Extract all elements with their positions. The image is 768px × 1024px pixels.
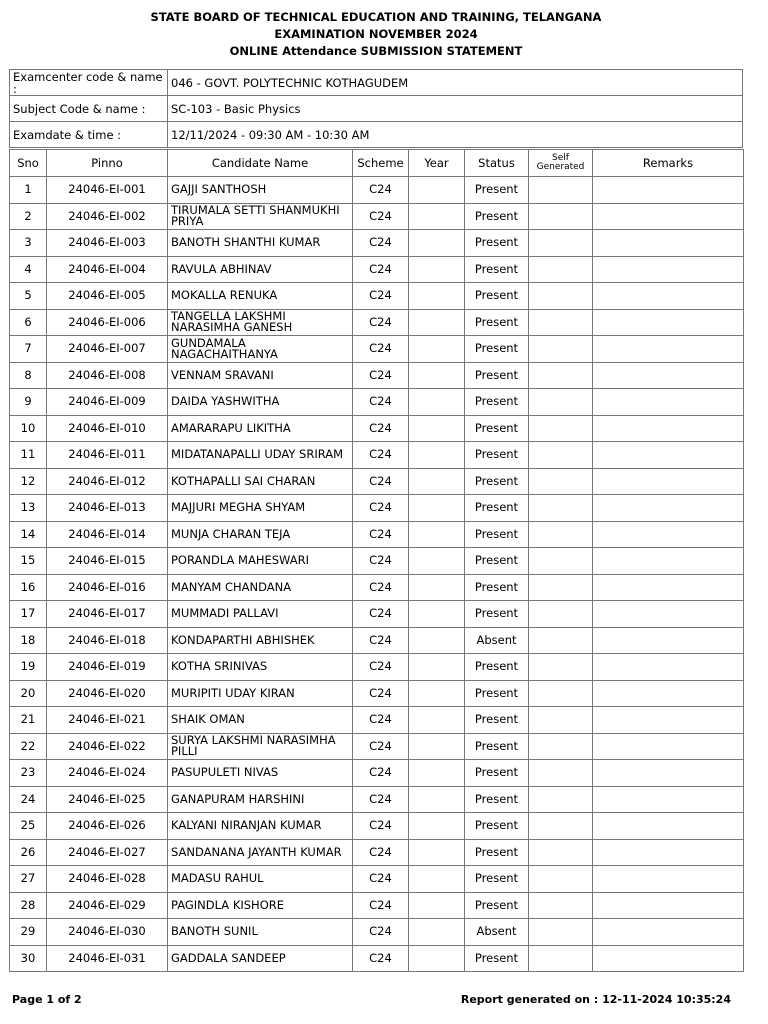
cell-scheme: C24: [353, 813, 409, 840]
cell-self-generated: [529, 945, 593, 972]
cell-year: [409, 707, 465, 734]
cell-scheme: C24: [353, 230, 409, 257]
cell-scheme: C24: [353, 654, 409, 681]
cell-candidate-name: KALYANI NIRANJAN KUMAR: [168, 813, 353, 840]
cell-self-generated: [529, 601, 593, 628]
cell-self-generated: [529, 786, 593, 813]
cell-status: Present: [465, 892, 529, 919]
cell-scheme: C24: [353, 415, 409, 442]
cell-status: Present: [465, 442, 529, 469]
cell-status: Present: [465, 866, 529, 893]
cell-year: [409, 336, 465, 363]
cell-pinno: 24046-EI-013: [47, 495, 168, 522]
table-header-row: [10, 150, 744, 177]
cell-status: Present: [465, 760, 529, 787]
cell-remarks: [593, 919, 744, 946]
cell-candidate-name: SHAIK OMAN: [168, 707, 353, 734]
exam-date-row: [10, 122, 743, 148]
cell-status: Present: [465, 839, 529, 866]
cell-candidate-name: GUNDAMALA NAGACHAITHANYA: [168, 336, 353, 363]
cell-sno: 30: [10, 945, 47, 972]
cell-scheme: C24: [353, 574, 409, 601]
cell-candidate-name: MANYAM CHANDANA: [168, 574, 353, 601]
cell-self-generated: [529, 442, 593, 469]
table-row: [10, 680, 744, 707]
cell-candidate-name: GANAPURAM HARSHINI: [168, 786, 353, 813]
cell-scheme: C24: [353, 945, 409, 972]
cell-sno: 7: [10, 336, 47, 363]
cell-pinno: 24046-EI-016: [47, 574, 168, 601]
cell-status: Present: [465, 733, 529, 760]
cell-remarks: [593, 945, 744, 972]
cell-self-generated: [529, 389, 593, 416]
cell-candidate-name: TIRUMALA SETTI SHANMUKHI PRIYA: [168, 203, 353, 230]
exam-date-value: 12/11/2024 - 09:30 AM - 10:30 AM: [168, 122, 743, 148]
cell-pinno: 24046-EI-020: [47, 680, 168, 707]
cell-remarks: [593, 256, 744, 283]
cell-remarks: [593, 230, 744, 257]
cell-status: Present: [465, 336, 529, 363]
cell-status: Present: [465, 548, 529, 575]
cell-year: [409, 548, 465, 575]
cell-pinno: 24046-EI-027: [47, 839, 168, 866]
cell-year: [409, 521, 465, 548]
table-row: [10, 177, 744, 204]
cell-status: Present: [465, 707, 529, 734]
table-row: [10, 389, 744, 416]
cell-self-generated: [529, 230, 593, 257]
cell-remarks: [593, 866, 744, 893]
exam-center-label: Examcenter code & name :: [10, 70, 168, 96]
cell-year: [409, 177, 465, 204]
table-row: [10, 548, 744, 575]
cell-year: [409, 654, 465, 681]
cell-candidate-name: MUMMADI PALLAVI: [168, 601, 353, 628]
cell-year: [409, 309, 465, 336]
cell-remarks: [593, 362, 744, 389]
cell-self-generated: [529, 707, 593, 734]
attendance-rows: [10, 177, 744, 972]
cell-remarks: [593, 415, 744, 442]
cell-pinno: 24046-EI-008: [47, 362, 168, 389]
cell-scheme: C24: [353, 177, 409, 204]
subject-value: SC-103 - Basic Physics: [168, 96, 743, 122]
cell-pinno: 24046-EI-014: [47, 521, 168, 548]
cell-sno: 25: [10, 813, 47, 840]
cell-self-generated: [529, 336, 593, 363]
cell-status: Present: [465, 495, 529, 522]
cell-self-generated: [529, 521, 593, 548]
cell-sno: 12: [10, 468, 47, 495]
cell-status: Absent: [465, 919, 529, 946]
cell-self-generated: [529, 574, 593, 601]
board-title: STATE BOARD OF TECHNICAL EDUCATION AND TRAINING, TELANGANA: [150, 10, 602, 24]
cell-pinno: 24046-EI-010: [47, 415, 168, 442]
cell-sno: 8: [10, 362, 47, 389]
cell-sno: 24: [10, 786, 47, 813]
cell-remarks: [593, 733, 744, 760]
table-row: [10, 336, 744, 363]
cell-status: Present: [465, 256, 529, 283]
cell-year: [409, 813, 465, 840]
table-row: [10, 309, 744, 336]
cell-pinno: 24046-EI-001: [47, 177, 168, 204]
cell-remarks: [593, 839, 744, 866]
cell-scheme: C24: [353, 601, 409, 628]
cell-year: [409, 680, 465, 707]
cell-candidate-name: SURYA LAKSHMI NARASIMHA PILLI: [168, 733, 353, 760]
table-row: [10, 415, 744, 442]
cell-scheme: C24: [353, 283, 409, 310]
cell-year: [409, 468, 465, 495]
table-row: [10, 283, 744, 310]
cell-sno: 18: [10, 627, 47, 654]
cell-pinno: 24046-EI-031: [47, 945, 168, 972]
subject-row: [10, 96, 743, 122]
cell-scheme: C24: [353, 892, 409, 919]
cell-year: [409, 786, 465, 813]
cell-candidate-name: PORANDLA MAHESWARI: [168, 548, 353, 575]
cell-pinno: 24046-EI-012: [47, 468, 168, 495]
cell-candidate-name: TANGELLA LAKSHMI NARASIMHA GANESH: [168, 309, 353, 336]
cell-sno: 28: [10, 892, 47, 919]
cell-sno: 3: [10, 230, 47, 257]
cell-candidate-name: RAVULA ABHINAV: [168, 256, 353, 283]
cell-pinno: 24046-EI-025: [47, 786, 168, 813]
cell-scheme: C24: [353, 627, 409, 654]
cell-scheme: C24: [353, 256, 409, 283]
exam-center-row: [10, 70, 743, 96]
cell-scheme: C24: [353, 468, 409, 495]
cell-self-generated: [529, 177, 593, 204]
cell-scheme: C24: [353, 760, 409, 787]
cell-sno: 23: [10, 760, 47, 787]
cell-sno: 19: [10, 654, 47, 681]
cell-candidate-name: MIDATANAPALLI UDAY SRIRAM: [168, 442, 353, 469]
cell-status: Present: [465, 283, 529, 310]
cell-scheme: C24: [353, 786, 409, 813]
cell-pinno: 24046-EI-024: [47, 760, 168, 787]
cell-status: Present: [465, 654, 529, 681]
table-row: [10, 256, 744, 283]
cell-remarks: [593, 389, 744, 416]
cell-status: Absent: [465, 627, 529, 654]
cell-sno: 10: [10, 415, 47, 442]
cell-self-generated: [529, 760, 593, 787]
col-header-status: Status: [465, 150, 529, 177]
cell-scheme: C24: [353, 548, 409, 575]
table-row: [10, 892, 744, 919]
exam-date-label: Examdate & time :: [10, 122, 168, 148]
cell-scheme: C24: [353, 389, 409, 416]
cell-remarks: [593, 283, 744, 310]
cell-self-generated: [529, 654, 593, 681]
self-generated-label: Self Generated: [536, 153, 585, 172]
table-row: [10, 521, 744, 548]
cell-scheme: C24: [353, 336, 409, 363]
cell-candidate-name: BANOTH SUNIL: [168, 919, 353, 946]
cell-status: Present: [465, 362, 529, 389]
cell-pinno: 24046-EI-002: [47, 203, 168, 230]
cell-sno: 29: [10, 919, 47, 946]
table-row: [10, 362, 744, 389]
cell-status: Present: [465, 415, 529, 442]
cell-year: [409, 389, 465, 416]
cell-remarks: [593, 521, 744, 548]
cell-sno: 9: [10, 389, 47, 416]
cell-sno: 21: [10, 707, 47, 734]
col-header-sno: Sno: [10, 150, 47, 177]
cell-scheme: C24: [353, 919, 409, 946]
cell-sno: 5: [10, 283, 47, 310]
cell-remarks: [593, 601, 744, 628]
cell-remarks: [593, 336, 744, 363]
cell-self-generated: [529, 627, 593, 654]
cell-year: [409, 892, 465, 919]
col-header-name: Candidate Name: [168, 150, 353, 177]
table-row: [10, 733, 744, 760]
cell-year: [409, 415, 465, 442]
cell-remarks: [593, 468, 744, 495]
cell-status: Present: [465, 680, 529, 707]
cell-remarks: [593, 203, 744, 230]
cell-sno: 27: [10, 866, 47, 893]
cell-year: [409, 866, 465, 893]
cell-sno: 11: [10, 442, 47, 469]
cell-remarks: [593, 786, 744, 813]
cell-self-generated: [529, 309, 593, 336]
table-row: [10, 786, 744, 813]
table-row: [10, 919, 744, 946]
cell-candidate-name: MAJJURI MEGHA SHYAM: [168, 495, 353, 522]
cell-scheme: C24: [353, 203, 409, 230]
table-row: [10, 839, 744, 866]
cell-candidate-name: BANOTH SHANTHI KUMAR: [168, 230, 353, 257]
cell-candidate-name: GADDALA SANDEEP: [168, 945, 353, 972]
cell-self-generated: [529, 256, 593, 283]
cell-pinno: 24046-EI-026: [47, 813, 168, 840]
cell-candidate-name: KOTHAPALLI SAI CHARAN: [168, 468, 353, 495]
cell-pinno: 24046-EI-007: [47, 336, 168, 363]
table-row: [10, 601, 744, 628]
cell-sno: 20: [10, 680, 47, 707]
cell-remarks: [593, 574, 744, 601]
cell-candidate-name: GAJJI SANTHOSH: [168, 177, 353, 204]
cell-candidate-name: MADASU RAHUL: [168, 866, 353, 893]
cell-pinno: 24046-EI-015: [47, 548, 168, 575]
cell-self-generated: [529, 548, 593, 575]
cell-sno: 1: [10, 177, 47, 204]
cell-candidate-name: MURIPITI UDAY KIRAN: [168, 680, 353, 707]
cell-self-generated: [529, 283, 593, 310]
cell-sno: 17: [10, 601, 47, 628]
cell-candidate-name: AMARARAPU LIKITHA: [168, 415, 353, 442]
page-number: Page 1 of 2: [12, 993, 82, 1006]
cell-candidate-name: MOKALLA RENUKA: [168, 283, 353, 310]
cell-year: [409, 919, 465, 946]
cell-year: [409, 945, 465, 972]
table-row: [10, 627, 744, 654]
cell-pinno: 24046-EI-022: [47, 733, 168, 760]
cell-remarks: [593, 495, 744, 522]
cell-self-generated: [529, 733, 593, 760]
table-row: [10, 442, 744, 469]
cell-remarks: [593, 813, 744, 840]
table-row: [10, 203, 744, 230]
cell-self-generated: [529, 813, 593, 840]
cell-pinno: 24046-EI-004: [47, 256, 168, 283]
cell-scheme: C24: [353, 839, 409, 866]
col-header-scheme: Scheme: [353, 150, 409, 177]
cell-scheme: C24: [353, 733, 409, 760]
col-header-year: Year: [409, 150, 465, 177]
cell-pinno: 24046-EI-021: [47, 707, 168, 734]
cell-remarks: [593, 707, 744, 734]
cell-candidate-name: VENNAM SRAVANI: [168, 362, 353, 389]
cell-sno: 13: [10, 495, 47, 522]
cell-sno: 6: [10, 309, 47, 336]
cell-year: [409, 601, 465, 628]
cell-pinno: 24046-EI-003: [47, 230, 168, 257]
cell-year: [409, 362, 465, 389]
report-header: [0, 9, 752, 60]
cell-sno: 2: [10, 203, 47, 230]
cell-year: [409, 283, 465, 310]
cell-scheme: C24: [353, 521, 409, 548]
cell-remarks: [593, 654, 744, 681]
exam-center-value: 046 - GOVT. POLYTECHNIC KOTHAGUDEM: [168, 70, 743, 96]
cell-status: Present: [465, 813, 529, 840]
table-row: [10, 813, 744, 840]
cell-self-generated: [529, 415, 593, 442]
col-header-remarks: Remarks: [593, 150, 744, 177]
cell-status: Present: [465, 574, 529, 601]
cell-scheme: C24: [353, 680, 409, 707]
cell-sno: 26: [10, 839, 47, 866]
cell-self-generated: [529, 892, 593, 919]
cell-pinno: 24046-EI-018: [47, 627, 168, 654]
cell-status: Present: [465, 945, 529, 972]
cell-status: Present: [465, 203, 529, 230]
cell-year: [409, 760, 465, 787]
cell-sno: 15: [10, 548, 47, 575]
cell-status: Present: [465, 468, 529, 495]
cell-pinno: 24046-EI-029: [47, 892, 168, 919]
report-generated: Report generated on : 12-11-2024 10:35:24: [460, 993, 731, 1006]
cell-self-generated: [529, 362, 593, 389]
cell-sno: 16: [10, 574, 47, 601]
cell-scheme: C24: [353, 495, 409, 522]
cell-candidate-name: MUNJA CHARAN TEJA: [168, 521, 353, 548]
cell-year: [409, 733, 465, 760]
cell-year: [409, 574, 465, 601]
cell-self-generated: [529, 919, 593, 946]
cell-sno: 4: [10, 256, 47, 283]
cell-remarks: [593, 548, 744, 575]
statement-title: ONLINE Attendance SUBMISSION STATEMENT: [229, 44, 523, 58]
cell-scheme: C24: [353, 362, 409, 389]
cell-remarks: [593, 627, 744, 654]
table-row: [10, 574, 744, 601]
table-row: [10, 707, 744, 734]
col-header-pinno: Pinno: [47, 150, 168, 177]
cell-self-generated: [529, 839, 593, 866]
cell-candidate-name: DAIDA YASHWITHA: [168, 389, 353, 416]
cell-year: [409, 839, 465, 866]
table-row: [10, 230, 744, 257]
cell-year: [409, 495, 465, 522]
cell-self-generated: [529, 495, 593, 522]
cell-remarks: [593, 760, 744, 787]
cell-year: [409, 256, 465, 283]
cell-pinno: 24046-EI-005: [47, 283, 168, 310]
cell-remarks: [593, 177, 744, 204]
cell-candidate-name: PAGINDLA KISHORE: [168, 892, 353, 919]
cell-pinno: 24046-EI-019: [47, 654, 168, 681]
cell-candidate-name: SANDANANA JAYANTH KUMAR: [168, 839, 353, 866]
cell-year: [409, 203, 465, 230]
cell-remarks: [593, 680, 744, 707]
cell-sno: 22: [10, 733, 47, 760]
cell-pinno: 24046-EI-006: [47, 309, 168, 336]
cell-remarks: [593, 442, 744, 469]
cell-self-generated: [529, 468, 593, 495]
cell-scheme: C24: [353, 309, 409, 336]
exam-title: EXAMINATION NOVEMBER 2024: [274, 27, 478, 41]
cell-sno: 14: [10, 521, 47, 548]
attendance-table: [9, 149, 744, 972]
cell-self-generated: [529, 680, 593, 707]
cell-status: Present: [465, 177, 529, 204]
cell-self-generated: [529, 866, 593, 893]
cell-candidate-name: KONDAPARTHI ABHISHEK: [168, 627, 353, 654]
cell-status: Present: [465, 601, 529, 628]
cell-pinno: 24046-EI-017: [47, 601, 168, 628]
table-row: [10, 495, 744, 522]
cell-pinno: 24046-EI-011: [47, 442, 168, 469]
cell-status: Present: [465, 309, 529, 336]
table-row: [10, 866, 744, 893]
cell-status: Present: [465, 389, 529, 416]
table-row: [10, 654, 744, 681]
cell-self-generated: [529, 203, 593, 230]
cell-year: [409, 442, 465, 469]
cell-scheme: C24: [353, 866, 409, 893]
cell-year: [409, 230, 465, 257]
subject-label: Subject Code & name :: [10, 96, 168, 122]
cell-scheme: C24: [353, 707, 409, 734]
cell-remarks: [593, 309, 744, 336]
cell-candidate-name: KOTHA SRINIVAS: [168, 654, 353, 681]
cell-remarks: [593, 892, 744, 919]
cell-scheme: C24: [353, 442, 409, 469]
cell-pinno: 24046-EI-028: [47, 866, 168, 893]
cell-status: Present: [465, 230, 529, 257]
cell-year: [409, 627, 465, 654]
col-header-self-generated: [529, 150, 593, 177]
table-row: [10, 945, 744, 972]
cell-status: Present: [465, 521, 529, 548]
table-row: [10, 468, 744, 495]
table-row: [10, 760, 744, 787]
cell-candidate-name: PASUPULETI NIVAS: [168, 760, 353, 787]
cell-status: Present: [465, 786, 529, 813]
cell-pinno: 24046-EI-009: [47, 389, 168, 416]
exam-info-table: [9, 69, 743, 148]
cell-pinno: 24046-EI-030: [47, 919, 168, 946]
